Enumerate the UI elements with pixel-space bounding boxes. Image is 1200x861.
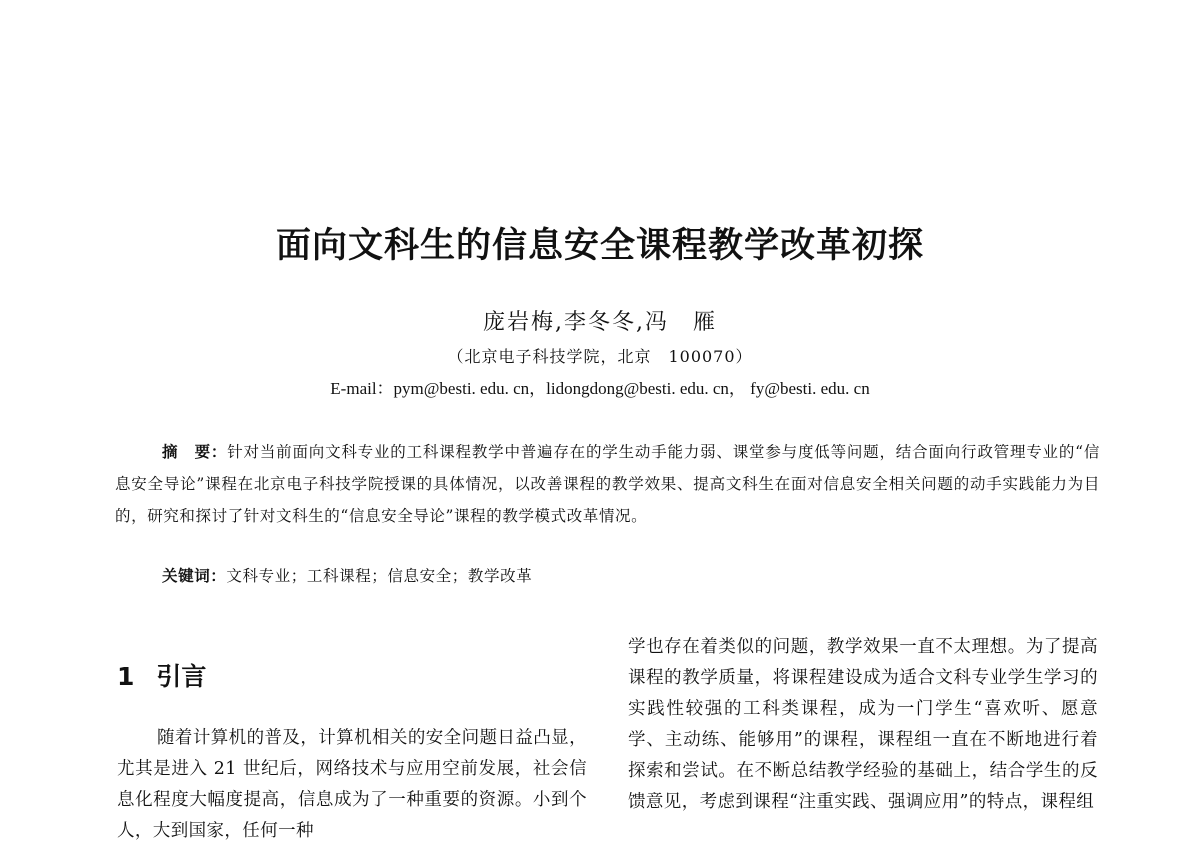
section-heading	[117, 657, 206, 693]
section-title: 引言	[156, 662, 207, 691]
right-column-text: 学也存在着类似的问题，教学效果一直不太理想。为了提高课程的教学质量，将课程建设成为适合文科专业学生学习的实践性较强的工科类课程，成为一门学生“喜欢听、愿意学、主动练、能够用”的课程，课程组一直在不断地进行着探索和尝试。在不断总结教学经验的基础上，结合学生的反馈意见，考虑到课程“注重实践、强调应用”的特点，课程组	[628, 637, 1098, 812]
abstract-label: 摘 要：	[162, 443, 228, 461]
section-number: 1	[117, 662, 135, 691]
abstract-text: 针对当前面向文科专业的工科课程教学中普遍存在的学生动手能力弱、课堂参与度低等问题，结合面向行政管理专业的“信息安全导论”课程在北京电子科技学院授课的具体情况，以改善课程的教学效果、提高文科生在面对信息安全相关问题的动手实践能力为目的，研究和探讨了针对文科生的“信息安全导论”课程的教学模式改革情况。	[115, 443, 1101, 525]
abstract	[115, 436, 1100, 532]
keywords-label: 关键词：	[162, 567, 227, 585]
paper-title: 面向文科生的信息安全课程教学改革初探	[275, 226, 924, 266]
keywords-text: 文科专业；工科课程；信息安全；教学改革	[226, 567, 533, 585]
email-line: E-mail：pym@besti. edu. cn，lidongdong@besti. edu. cn， fy@besti. edu. cn	[330, 379, 870, 398]
affiliation: （北京电子科技学院，北京 100070）	[447, 347, 753, 366]
author-list: 庞岩梅,李冬冬,冯 雁	[483, 310, 717, 335]
keywords	[162, 564, 1062, 586]
left-column-text: 随着计算机的普及，计算机相关的安全问题日益凸显，尤其是进入 21 世纪后，网络技术与应用空前发展，社会信息化程度大幅度提高，信息成为了一种重要的资源。小到个人，大到国家，任何一种	[117, 728, 587, 841]
